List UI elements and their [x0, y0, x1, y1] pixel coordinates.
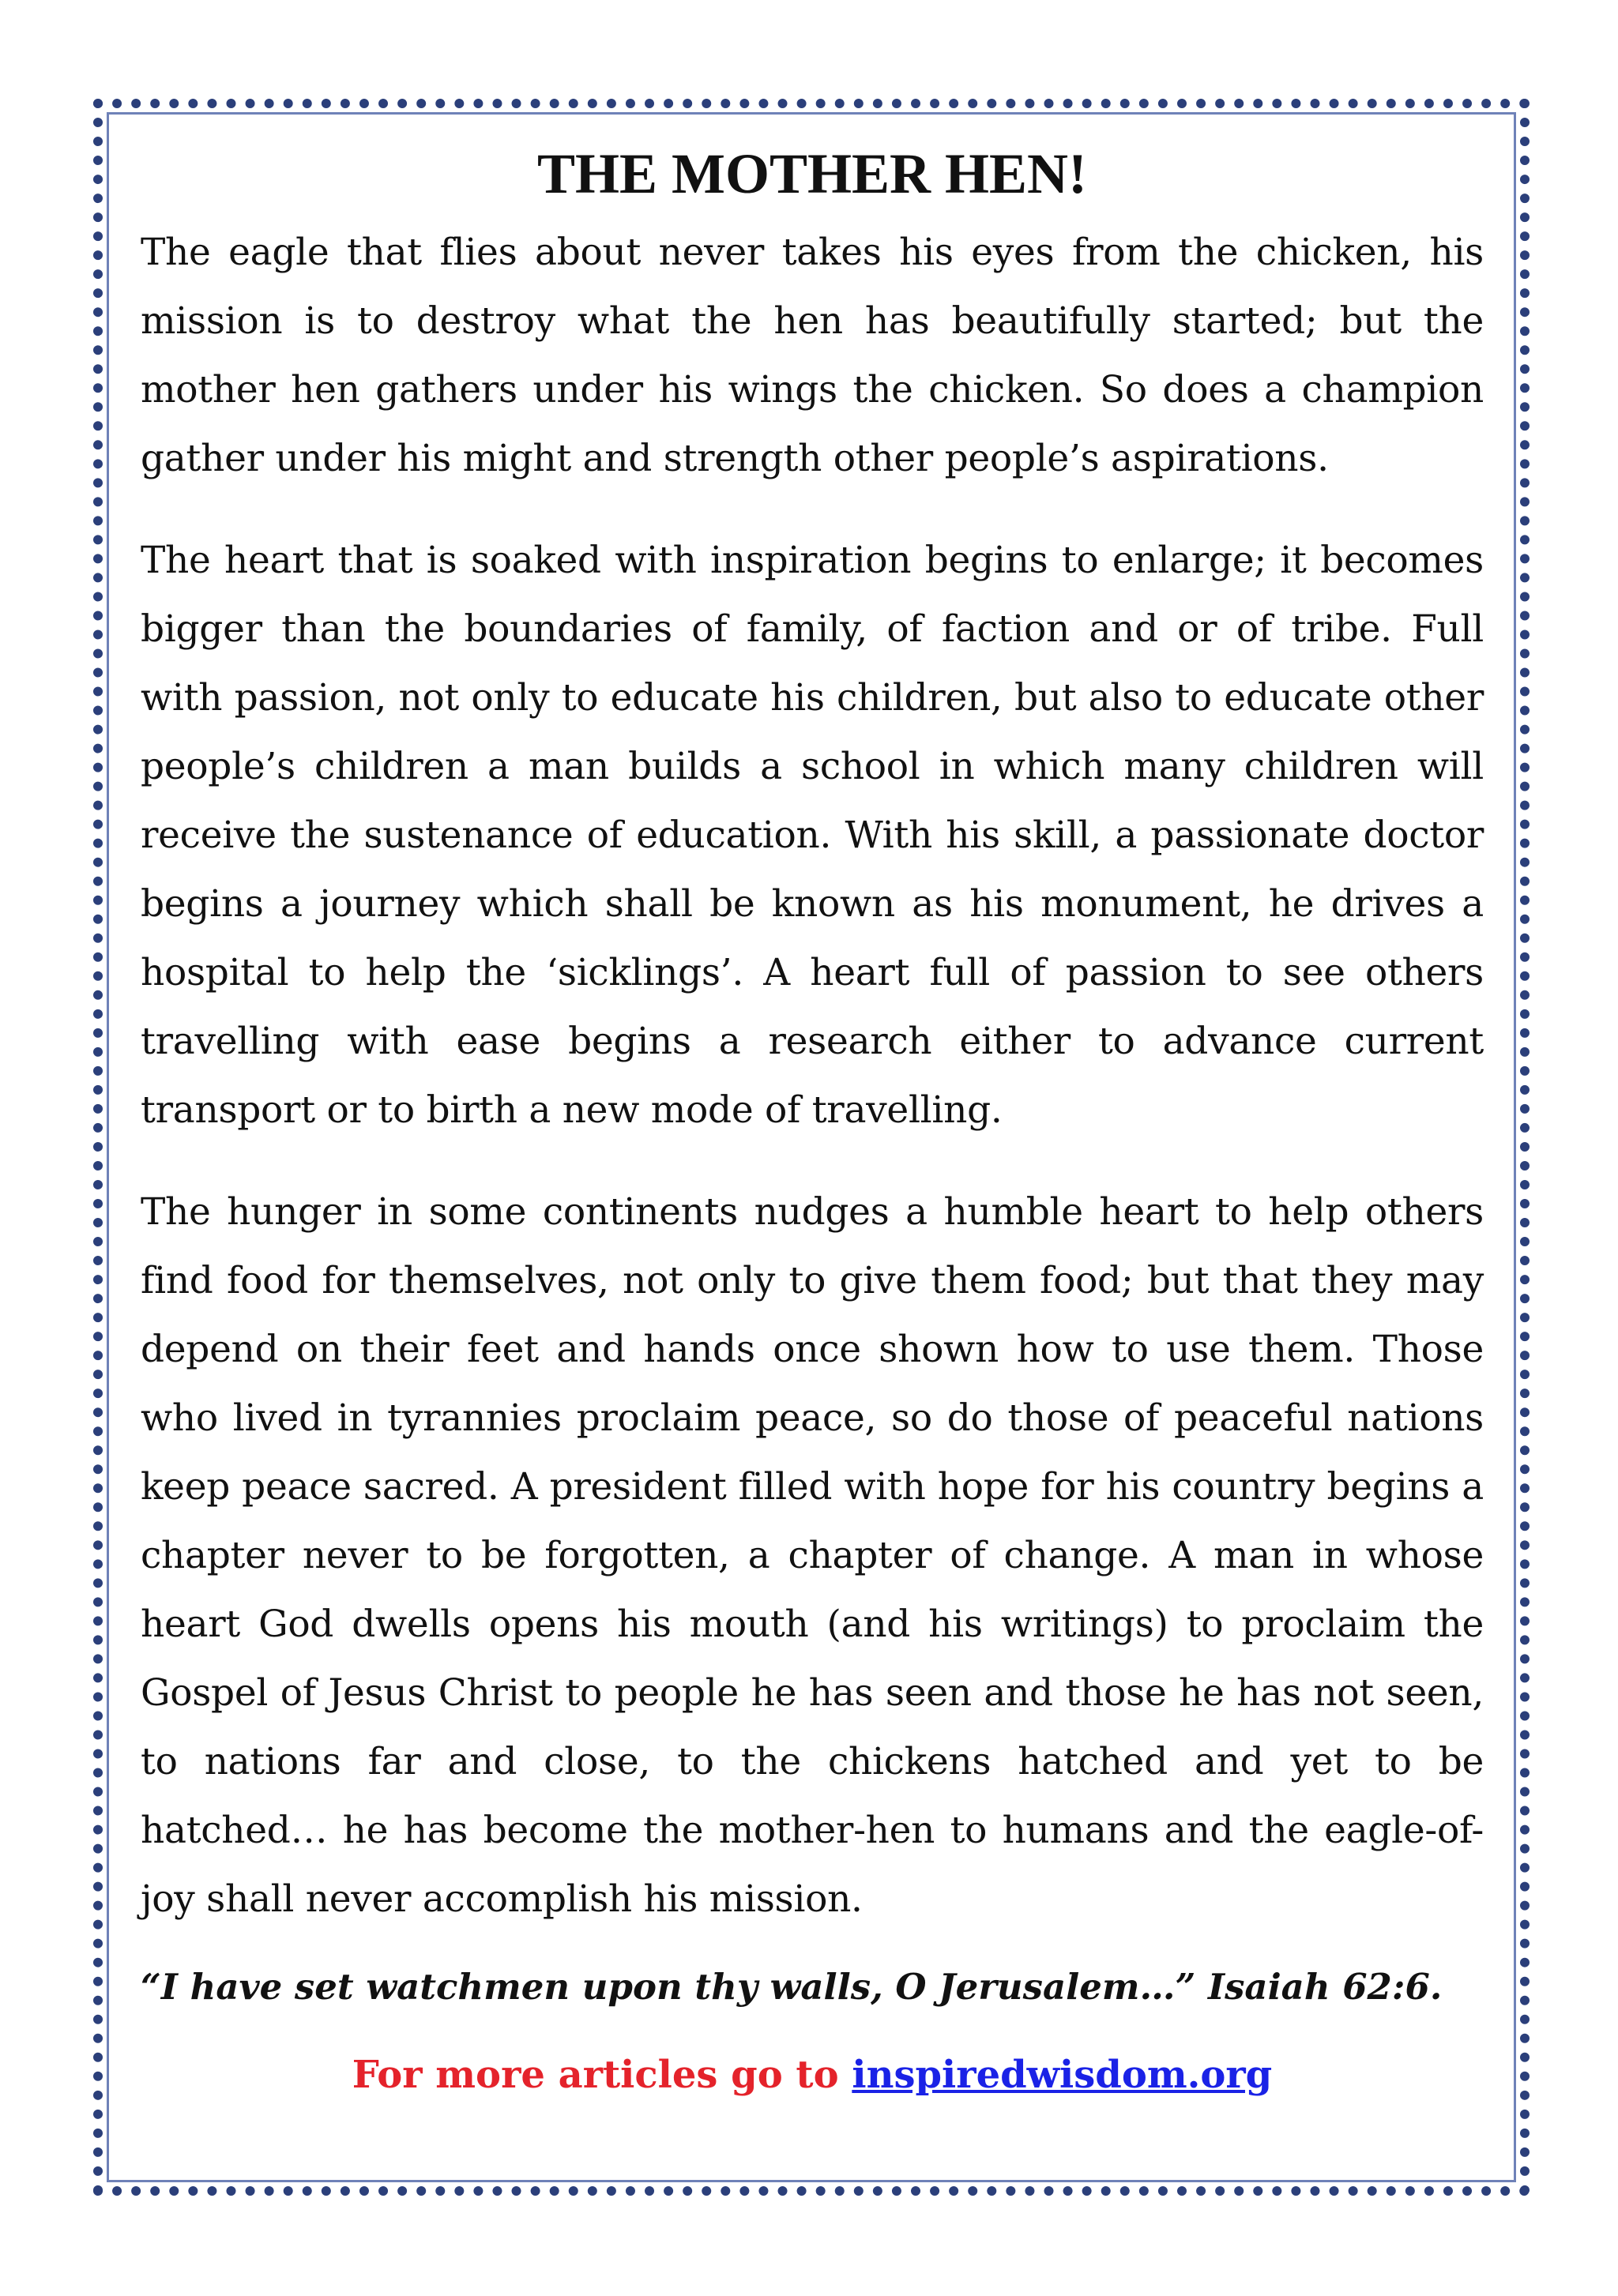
website-link[interactable]: inspiredwisdom.org: [852, 2053, 1273, 2097]
paragraph-1: The eagle that flies about never takes his eyes from the chicken, his mission is to destroy what the hen has beautifully started; but the mother hen gathers under his wings the chicken. So does a champion gather under his might and strength other people’s aspirations.: [141, 231, 1484, 480]
paragraph-3: The hunger in some continents nudges a humble heart to help others find food for themselves, not only to give them food; but that they may depend on their feet and hands once shown how to use them. Those who lived in tyrannies proclaim peace, so do those of peaceful nations keep peace sacred. A president filled with hope for his country begins a chapter never to be forgotten, a chapter of change. A man in whose heart God dwells opens his mouth (and his writings) to proclaim the Gospel of Jesus Christ to people he has seen and those he has not seen, to nations far and close, to the chickens hatched and yet to be hatched… he has become the mother-hen to humans and the eagle-of-joy shall never accomplish his mission.: [141, 1190, 1484, 1921]
page-title: THE MOTHER HEN!: [536, 142, 1088, 205]
footer-note: [141, 2035, 1484, 2114]
footer-label: For more articles go to: [352, 2053, 852, 2097]
quote-text: “I have set watchmen upon thy walls, O Jerusalem…”: [141, 1966, 1196, 2008]
paragraph-2: The heart that is soaked with inspiration begins to enlarge; it becomes bigger than the boundaries of family, of faction and or of tribe. Full with passion, not only to educate his children, but also to educate other people’s children a man builds a school in which many children will receive the sustenance of education. With his skill, a passionate doctor begins a journey which shall be known as his monument, he drives a hospital to help the ‘sicklings’. A heart full of passion to see others travelling with ease begins a research either to advance current transport or to birth a new mode of travelling.: [141, 539, 1484, 1132]
article-body: [141, 134, 1484, 2114]
scripture-quote: [141, 1952, 1484, 2021]
quote-reference: Isaiah 62:6.: [1208, 1966, 1443, 2008]
